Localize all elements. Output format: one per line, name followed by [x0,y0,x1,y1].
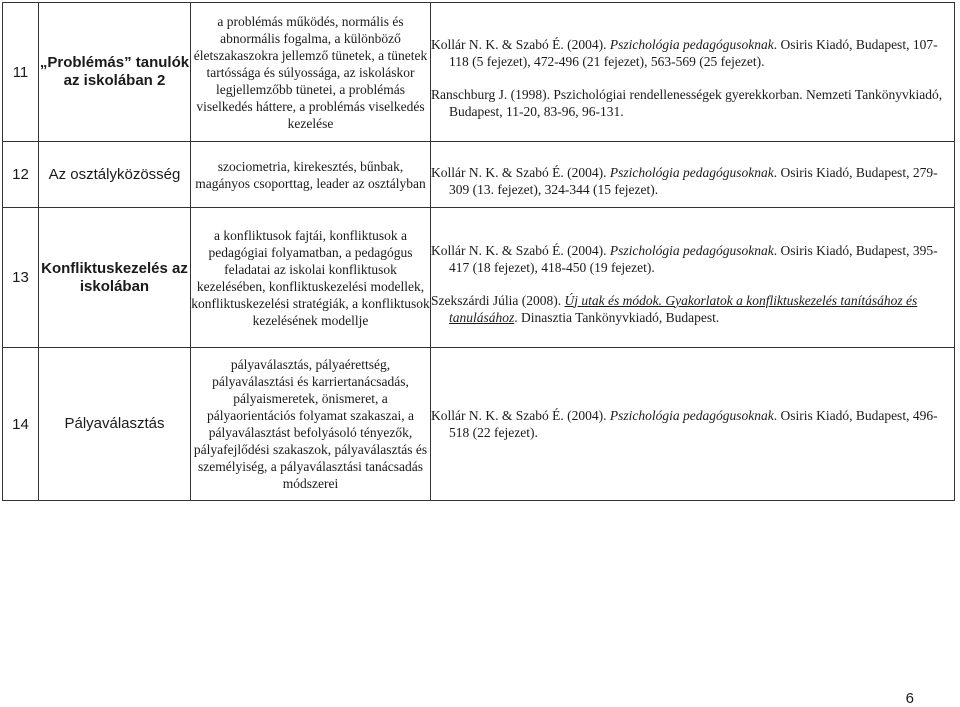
reference: Ranschburg J. (1998). Pszichológiai rendellenességek gyerekkorban. Nemzeti Tankönyvkiadó, Budapest, 11-20, 83-96, 96-131. [431,87,943,119]
reference: Kollár N. K. & Szabó É. (2004). Pszichológia pedagógusoknak. Osiris Kiadó, Budapest, 107-118 (5 fejezet), 472-496 (21 fejezet), 563-569 (25 fejezet). [431,37,938,69]
row-number: 11 [3,3,39,142]
row-content: szociometria, kirekesztés, bűnbak, magányos csoporttag, leader az osztályban [191,142,431,208]
page-number: 6 [905,690,914,707]
table-row [3,3,955,142]
reference: Kollár N. K. & Szabó É. (2004). Pszichológia pedagógusoknak. Osiris Kiadó, Budapest, 496-518 (22 fejezet). [431,408,938,440]
row-literature [431,348,955,501]
reference: Szekszárdi Júlia (2008). Új utak és módok. Gyakorlatok a konfliktuskezelés tanításához és tanulásához. Dinasztia Tankönyvkiadó, Budapest. [431,292,918,325]
row-number: 14 [3,348,39,501]
row-literature [431,208,955,348]
row-literature [431,3,955,142]
row-number: 12 [3,142,39,208]
row-content: a konfliktusok fajtái, konfliktusok a pedagógiai folyamatban, a pedagógus feladatai az iskolai konfliktusok kezelésében, konfliktuskezelési modellek, konfliktuskezelési stratégiák, a konfliktusok kezelésének modellje [191,208,431,348]
row-topic: „Problémás” tanulók az iskolában 2 [39,3,191,142]
table-row [3,348,955,501]
row-content: a problémás működés, normális és abnormális fogalma, a különböző életszakaszokra jellemző tünetek, a tünetek tartóssága és súlyossága, az iskoláskor legjellemzőbb tünetei, a problémás viselkedés háttere, a problémás viselkedés kezelése [191,3,431,142]
table-row [3,142,955,208]
row-topic: Pályaválasztás [39,348,191,501]
reference: Kollár N. K. & Szabó É. (2004). Pszichológia pedagógusoknak. Osiris Kiadó, Budapest, 395-417 (18 fejezet), 418-450 (19 fejezet). [431,242,938,275]
row-content: pályaválasztás, pályaérettség, pályaválasztási és karriertanácsadás, pályaismeretek, önismeret, a pályaorientációs folyamat szakaszai, a pályaválasztást befolyásoló tényezők, pályafejlődési szakaszok, pályaválasztás és személyiség, a pályaválasztási tanácsadás módszerei [191,348,431,501]
row-topic: Konfliktuskezelés az iskolában [39,208,191,348]
row-literature [431,142,955,208]
reference: Kollár N. K. & Szabó É. (2004). Pszichológia pedagógusoknak. Osiris Kiadó, Budapest, 279-309 (13. fejezet), 324-344 (15 fejezet). [431,164,938,197]
row-number: 13 [3,208,39,348]
table-row [3,208,955,348]
row-topic: Az osztályközösség [39,142,191,208]
syllabus-table [2,2,955,501]
